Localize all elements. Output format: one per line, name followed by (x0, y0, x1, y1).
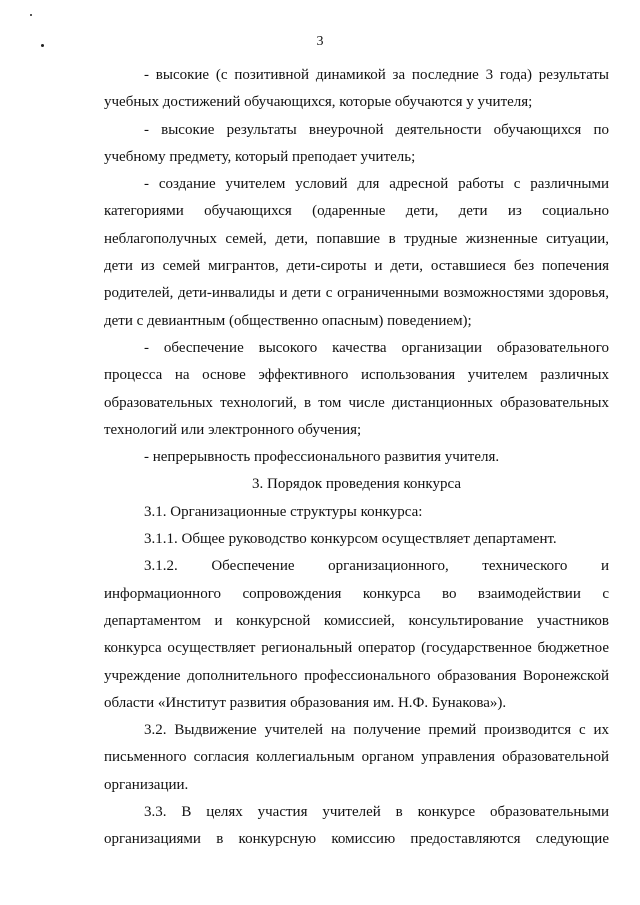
text-line: категориями обучающихся (одаренные дети, дети из социально (104, 203, 609, 220)
text-line: технологий или электронного обучения; (104, 421, 362, 438)
text-line: письменного согласия коллегиальным органом управления образовательной (104, 749, 609, 766)
text-line: области «Институт развития образования им. Н.Ф. Бунакова»). (104, 694, 507, 711)
text-line: учреждение дополнительного профессионального образования Воронежской (104, 667, 609, 684)
scan-artifact-dot (30, 14, 32, 16)
text-line: 3.1. Организационные структуры конкурса: (144, 503, 423, 520)
text-line: процесса на основе эффективного использования учителем различных (104, 367, 609, 384)
document-body (104, 62, 609, 854)
text-line: 3.1.2. Обеспечение организационного, технического и (144, 558, 609, 575)
text-line: информационного сопровождения конкурса во взаимодействии с (104, 585, 609, 602)
text-line: дети с девиантным (общественно опасным) поведением); (104, 312, 472, 329)
text-line: - высокие (с позитивной динамикой за последние 3 года) результаты (144, 67, 609, 83)
text-line: - создание учителем условий для адресной работы с различными (144, 176, 609, 193)
text-line: организациями в конкурсную комиссию предоставляются следующие (104, 831, 609, 848)
page-number: 3 (316, 34, 324, 49)
text-line: 3.2. Выдвижение учителей на получение премий производится с их (144, 722, 609, 739)
text-line: учебному предмету, который преподает учитель; (104, 148, 416, 165)
text-line: образовательных технологий, в том числе дистанционных образовательных (104, 394, 609, 411)
text-line: учебных достижений обучающихся, которые обучаются у учителя; (104, 94, 533, 111)
text-line: организации. (104, 776, 189, 793)
text-line: - непрерывность профессионального развития учителя. (144, 449, 500, 466)
text-line: 3.1.1. Общее руководство конкурсом осуществляет департамент. (144, 531, 557, 548)
section-heading: 3. Порядок проведения конкурса (251, 476, 461, 493)
text-line: - обеспечение высокого качества организации образовательного (144, 339, 609, 356)
text-line: конкурса осуществляет региональный оператор (государственное бюджетное (104, 640, 609, 657)
text-line: неблагополучных семей, дети, попавшие в трудные жизненные ситуации, (104, 230, 609, 247)
text-line: дети из семей мигрантов, дети-сироты и дети, оставшиеся без попечения (104, 258, 609, 275)
text-line: - высокие результаты внеурочной деятельности обучающихся по (144, 121, 609, 138)
text-line: департаментом и конкурсной комиссией, консультирование участников (104, 612, 609, 629)
text-line: 3.3. В целях участия учителей в конкурсе образовательными (144, 804, 609, 821)
text-line: родителей, дети-инвалиды и дети с ограниченными возможностями здоровья, (104, 285, 609, 302)
